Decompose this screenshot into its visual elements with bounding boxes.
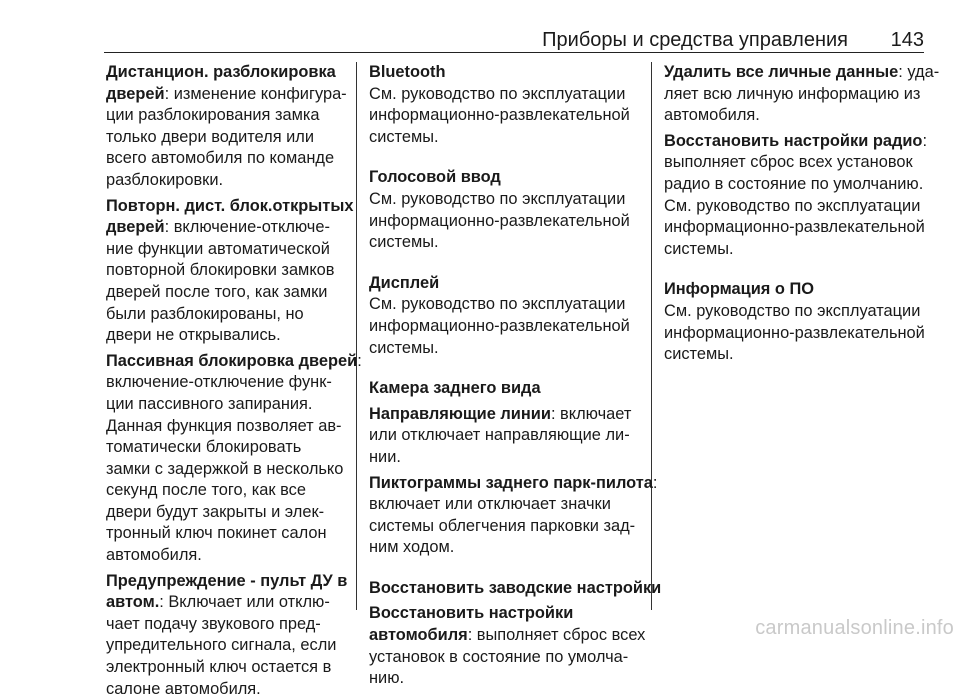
description-line: ции разблокирования замка (106, 106, 320, 125)
page-title: Приборы и средства управления (542, 29, 848, 51)
description-line: системы. (664, 239, 734, 258)
page-header (0, 0, 960, 60)
setting-description: : изменение конфигура- (164, 84, 347, 103)
setting-description: : (652, 473, 658, 492)
setting-description: : включает (550, 404, 632, 423)
setting-entry (106, 196, 354, 347)
description-line: включает или отключает значки (369, 495, 611, 514)
setting-entry (369, 603, 646, 689)
description-line: автомобиля. (106, 546, 202, 565)
setting-entry (369, 404, 634, 469)
description-line: секунд после того, как все (106, 481, 306, 500)
description-line: радио в состояние по умолчанию. (664, 174, 924, 193)
description-line: Данная функция позволяет ав- (106, 416, 342, 435)
section-heading: Bluetooth (369, 63, 446, 81)
description-line: системы. (369, 338, 439, 357)
setting-description: : уда- (898, 63, 940, 81)
description-line: информационно-развлекательной (369, 316, 630, 335)
description-line: были разблокированы, но (106, 304, 304, 323)
setting-entry (369, 473, 658, 559)
section (369, 62, 634, 148)
description-line: ляет всю личную информацию из (664, 84, 921, 103)
description-line: нию. (369, 669, 405, 688)
setting-term: Пиктограммы заднего парк-пилота (369, 473, 653, 492)
description-line: салоне автомобиля. (106, 679, 261, 698)
section-heading: Информация о ПО (664, 280, 815, 299)
section (369, 578, 662, 600)
description-line: системы облегчения парковки зад- (369, 516, 636, 535)
description-line: повторной блокировки замков (106, 261, 335, 280)
description-line: информационно-развлекательной (369, 106, 630, 125)
description-line: ции пассивного запирания. (106, 394, 313, 413)
setting-description: : включение-отключе- (164, 218, 330, 237)
section (369, 273, 634, 359)
description-line: дверей после того, как замки (106, 282, 328, 301)
setting-description: : Включает или отклю- (159, 593, 330, 612)
section (369, 378, 634, 400)
column-2 (369, 62, 662, 690)
setting-description: : выполняет сброс всех (467, 626, 646, 645)
description-line: См. руководство по эксплуатации (369, 84, 626, 103)
setting-term: дверей (106, 84, 165, 103)
column-divider (651, 62, 652, 610)
description-line: См. руководство по эксплуатации (369, 189, 626, 208)
setting-entry (106, 62, 348, 192)
setting-term: автом. (106, 593, 160, 612)
description-line: системы. (664, 345, 734, 364)
page-number: 143 (890, 29, 924, 51)
description-line: выполняет сброс всех установок (664, 153, 913, 172)
description-line: всего автомобиля по команде (106, 149, 335, 168)
section-heading: Камера заднего вида (369, 379, 541, 398)
setting-entry (106, 351, 362, 567)
description-line: См. руководство по эксплуатации (664, 301, 921, 320)
setting-term: Предупреждение - пульт ДУ в (106, 571, 348, 590)
description-line: замки с задержкой в несколько (106, 459, 344, 478)
column-3 (664, 62, 940, 366)
setting-entry (664, 62, 940, 127)
setting-term: автомобиля (369, 626, 468, 645)
section-heading: Восстановить заводские настройки (369, 578, 662, 597)
setting-description: : (922, 131, 928, 150)
section (664, 279, 926, 365)
section (369, 167, 634, 253)
description-line: системы. (369, 127, 439, 146)
description-line: установок в состояние по умолча- (369, 647, 629, 666)
description-line: информационно-развлекательной (664, 323, 925, 342)
description-line: автомобиля. (664, 106, 760, 125)
description-line: или отключает направляющие ли- (369, 426, 630, 445)
description-line: электронный ключ остается в (106, 658, 332, 677)
setting-entry (664, 131, 926, 261)
setting-term: Удалить все личные данные (664, 63, 899, 81)
setting-term: Дистанцион. разблокировка (106, 63, 336, 81)
description-line: включение-отключение функ- (106, 373, 332, 392)
watermark-text: carmanualsonline.info (755, 617, 954, 639)
setting-term: Восстановить настройки радио (664, 131, 923, 150)
description-line: томатически блокировать (106, 438, 302, 457)
column-1 (106, 62, 362, 700)
setting-term: дверей (106, 218, 165, 237)
description-line: См. руководство по эксплуатации (369, 295, 626, 314)
section-heading: Дисплей (369, 273, 440, 292)
description-line: упредительного сигнала, если (106, 636, 337, 655)
description-line: тронный ключ покинет салон (106, 524, 327, 543)
setting-entry (106, 571, 348, 700)
description-line: нии. (369, 447, 401, 466)
description-line: только двери водителя или (106, 127, 314, 146)
description-line: ние функции автоматической (106, 239, 330, 258)
column-divider (356, 62, 357, 610)
description-line: ним ходом. (369, 538, 455, 557)
setting-term: Пассивная блокировка дверей (106, 351, 358, 370)
setting-term: Направляющие линии (369, 404, 551, 423)
setting-description: : (357, 351, 362, 370)
description-line: разблокировки. (106, 170, 224, 189)
header-rule (104, 52, 924, 53)
description-line: См. руководство по эксплуатации (664, 196, 921, 215)
description-line: системы. (369, 233, 439, 252)
setting-term: Восстановить настройки (369, 604, 574, 623)
description-line: информационно-развлекательной (369, 211, 630, 230)
description-line: чает подачу звукового пред- (106, 614, 321, 633)
setting-term: Повторн. дист. блок.открытых (106, 196, 354, 215)
description-line: двери не открывались. (106, 326, 281, 345)
description-line: двери будут закрыты и элек- (106, 502, 325, 521)
description-line: информационно-развлекательной (664, 218, 925, 237)
section-heading: Голосовой ввод (369, 168, 501, 187)
